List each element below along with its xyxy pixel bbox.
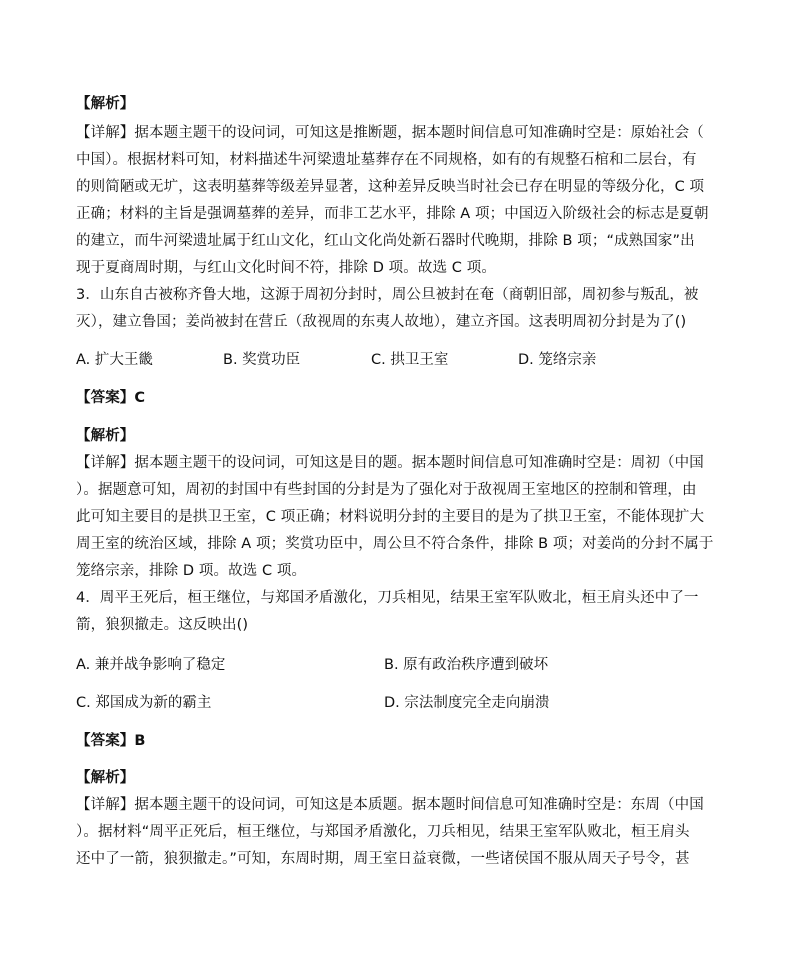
detail-line: 的则简陋或无圹，这表明墓葬等级差异显著，这种差异反映当时社会已存在明显的等级分化，C 项 [76,179,705,195]
q4-detail-line: 【详解】据本题主题干的设问词，可知这是本质题。据本题时间信息可知准确时空是：东周（中国 [76,797,704,813]
q3-detail-line: 周王室的统治区域，排除 A 项；奖赏功臣中，周公旦不符合条件，排除 B 项；对姜尚的分封不属于 [76,536,714,552]
q3-option-d: D. 笼络宗亲 [518,352,597,368]
q4-option-c: C. 郑国成为新的霸主 [76,695,212,711]
detail-line: 现于夏商周时期，与红山文化时间不符，排除 D 项。故选 C 项。 [76,260,496,276]
question-4-stem-line: 箭，狼狈撤走。这反映出() [76,617,249,633]
q4-detail-line: ）。据材料“周平正死后，桓王继位，与郑国矛盾激化，刀兵相见，结果王室军队败北，桓王肩头 [76,824,690,840]
question-4-stem-line: 4．周平王死后，桓王继位，与郑国矛盾激化，刀兵相见，结果王室军队败北，桓王肩头还中了一 [76,590,699,606]
q3-answer: 【答案】C [76,390,146,406]
detail-line: 正确；材料的主旨是强调墓葬的差异，而非工艺水平，排除 A 项；中国迈入阶级社会的标志是夏朝 [76,206,709,222]
q3-detail-line: 笼络宗亲，排除 D 项。故选 C 项。 [76,563,307,579]
q3-detail-line: ）。据题意可知，周初的封国中有些封国的分封是为了强化对于敌视周王室地区的控制和管理，由 [76,482,697,498]
question-3-stem-line: 灭），建立鲁国；姜尚被封在营丘（敌视周的东夷人故地），建立齐国。这表明周初分封是为了() [76,314,687,330]
q4-answer: 【答案】B [76,733,146,749]
q3-detail-line: 此可知主要目的是拱卫王室，C 项正确；材料说明分封的主要目的是为了拱卫王室，不能体现扩大 [76,509,705,525]
detail-line: 【详解】据本题主题干的设问词，可知这是推断题，据本题时间信息可知准确时空是：原始社会（ [76,125,704,141]
q4-detail-line: 还中了一箭，狼狈撤走。”可知，东周时期，周王室日益衰微，一些诸侯国不服从周天子号令，甚 [76,851,690,867]
q4-option-d: D. 宗法制度完全走向崩溃 [384,695,550,711]
q3-option-b: B. 奖赏功臣 [223,352,301,368]
q4-option-b: B. 原有政治秩序遭到破坏 [384,657,549,673]
q4-analysis-heading: 【解析】 [76,770,135,786]
q3-analysis-heading: 【解析】 [76,428,135,444]
analysis-heading: 【解析】 [76,96,135,112]
detail-line: 的建立，而牛河梁遗址属于红山文化，红山文化尚处新石器时代晚期，排除 B 项；“成熟国家”出 [76,233,695,249]
q3-option-a: A. 扩大王畿 [76,352,153,368]
detail-line: 中国）。根据材料可知，材料描述牛河梁遗址墓葬存在不同规格，如有的有规整石棺和二层台，有 [76,152,697,168]
q3-detail-line: 【详解】据本题主题干的设问词，可知这是目的题。据本题时间信息可知准确时空是：周初（中国 [76,455,704,471]
q4-option-a: A. 兼并战争影响了稳定 [76,657,226,673]
q3-option-c: C. 拱卫王室 [371,352,449,368]
question-3-stem-line: 3．山东自古被称齐鲁大地，这源于周初分封时，周公旦被封在奄（商朝旧部，周初参与叛乱，被 [76,287,699,303]
